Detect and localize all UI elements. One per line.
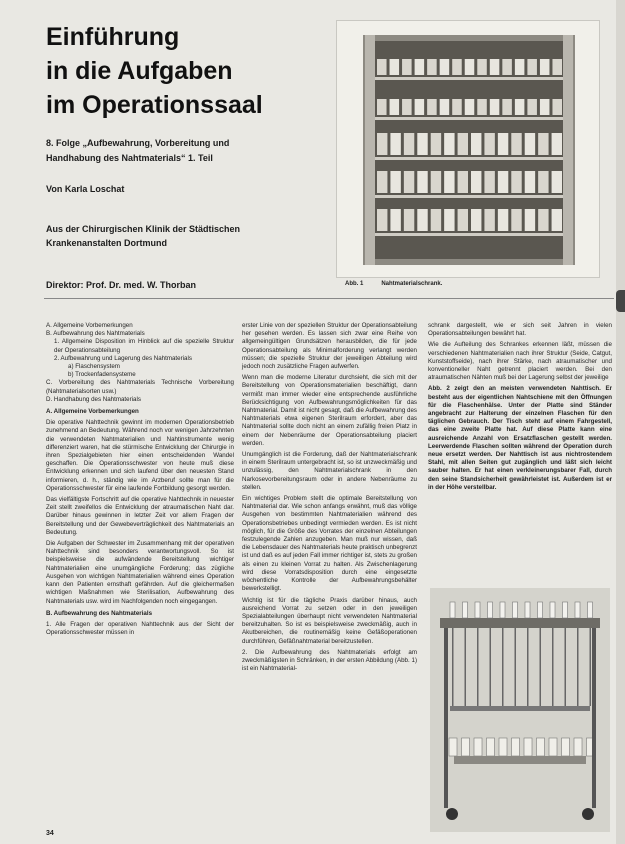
bottle-holder [465,628,467,706]
suture-package [552,133,562,155]
title-line: im Operationssaal [46,91,263,119]
toc-item: B. Aufbewahrung des Nahtmaterials [46,330,145,338]
figure-1-number: Abb. 1 [345,281,364,287]
suture-bottle [475,602,480,618]
cabinet-shelf [375,233,563,236]
suture-package [404,171,414,193]
page-number: 34 [46,830,54,837]
suture-package [527,59,537,75]
suture-package [465,99,475,115]
bottle-holder [577,628,579,706]
suture-package [431,133,441,155]
suture-package [415,99,425,115]
header-divider [44,298,614,299]
title-line: Einführung [46,23,180,51]
section-heading: B. Aufbewahrung des Nahtmaterials [46,609,153,617]
paragraph: Die Aufgaben der Schwester im Zusammenhang mit der operativen Nahttechnik sind besonders verantwortungsvoll. So ist beispielsweise die aufwändende Bereitstellung wichtiger Nahtmaterialien eine unumgängliche Forderung; das zügliche Ausgehen von wichtigen Nahtmaterialien während eines Operation kann den Patienten ernsthaft gefährden. Auf die gleichermaßen wichtigen Maßnahmen wie Sterilisation, Aufbewahrung des Nahtmaterials usw. wird im Nachfolgenden noch eingegangen. [46,540,234,605]
cabinet-shelf [375,117,563,120]
suture-package [390,209,400,231]
suture-package [552,171,562,193]
paragraph: erster Linie von der speziellen Struktur der Operationsabteilung her gesehen werden. Es lassen sich zwar eine Reihe von allgemeingültigen Grundsätzen herausbilden, die für jede Operationsabteilung als Minimalforderung verlangt werden müssen; die spezielle Struktur der jeweiligen Abteilung wird jedoch noch zusätzliche Fragen aufwerfen. [242,322,417,371]
series-subtitle [46,136,326,166]
suture-package [490,99,500,115]
suture-bottle [488,602,493,618]
clinic-line: Krankenanstalten Dortmund [46,238,168,248]
bottle-holder [527,628,529,706]
toc-item: 2. Aufbewahrung und Lagerung des Nahtmaterials [54,354,192,362]
paragraph: Die operative Nahttechnik gewinnt im modernen Operationsbetrieb zunehmend an Bedeutung. Während noch vor wenigen Jahrzehnten die verwendeten Nahtmaterialien und Nahtinstrumente wenig differenziert waren, hat die stürmische Entwicklung der Chirurgie in ihren Spezialgebieten hier einen entscheidenden Wandel geschaffen. Die Operationsschwester von heute muß diese Entwicklung erkennen und sich laufend über den neuesten Stand informieren, d. h., ständig wie im Arzberuf sollte man für die Operationsschwester für eine laufende Fortbildung gesorgt werden. [46,419,234,492]
article-title [46,20,326,122]
cabinet-illustration [337,21,599,277]
paragraph: Unumgänglich ist die Forderung, daß der Nahtmaterialschrank in einem Sterilraum untergebracht ist, so ist unzweckmäßig und unzulässig, den Nahtmaterialschrank in den Narkosevorbereitungsraum oder in andere Nebenräume zu stellen. [242,451,417,491]
bottle-holder [565,628,567,706]
suture-package [427,59,437,75]
suture-package [540,59,550,75]
page-edge [616,0,625,844]
paragraph: Wichtig ist für die tägliche Praxis darüber hinaus, auch ausreichend Vorrat zu setzen oder in den jeweiligen Spezialabteilungen überhaupt nicht verwendeten Nahtmaterial bereitzuhalten. So ist es beispielsweise zweckmäßig, auch in Akutbereichen, die routinemäßig keine Gefäßoperationen durchführen, Gefäßnahtmaterial bereitzustellen. [242,596,417,645]
suture-package [502,59,512,75]
suture-package [471,133,481,155]
suture-package [498,133,508,155]
suture-bottle [538,602,543,618]
cabinet-shelf [375,77,563,80]
column-2 [242,322,417,676]
suture-package [417,171,427,193]
suture-package [552,209,562,231]
clinic-affiliation [46,222,326,250]
suture-package [440,59,450,75]
suture-bottle [500,602,505,618]
column-1 [46,322,234,640]
suture-package [427,99,437,115]
spare-bottle [449,738,457,756]
paragraph: Das vielfältigste Fortschritt auf die operative Nahttechnik in neuester Zeit stellt zweifellos die Entwicklung der atraumatischen Naht dar. Darüber hinaus gewinnen in letzter Zeit vor allem Fragen der Bereitstellung und der Gewebeverträglichkeit des Nahtmaterials an Bedeutung. [46,496,234,536]
suture-bottle [513,602,518,618]
suture-package [444,133,454,155]
suture-package [440,99,450,115]
bottle-holder [477,628,479,706]
spare-bottle [499,738,507,756]
suture-package [515,59,525,75]
figure-1-text: Nahtmaterialschrank. [381,281,443,287]
suture-package [377,171,387,193]
bottle-holder [452,628,454,706]
paragraph: Wenn man die moderne Literatur durchsieht, die sich mit der Bereitstellung von Operationsmaterialien beschäftigt, dann vermißt man immer wieder eine entsprechende ausführliche Berücksichtigung von Aufbewahrungsmöglichkeiten für das Nahtmaterial. Damit ist nicht gesagt, daß die Aufbewahrung des Nahtmaterials etwa eigenen Sterilraum erfordert, aber das Nahtmaterial sollte doch nicht an einem zufällig freien Platz in einem der Nebenräume der Operationsabteilung placiert werden. [242,374,417,447]
bottle-holder [540,628,542,706]
spare-bottle [474,738,482,756]
section-heading: A. Allgemeine Vorbemerkungen [46,408,139,416]
suture-package [452,99,462,115]
suture-package [390,59,400,75]
suture-package [471,171,481,193]
suture-package [484,133,494,155]
toc-item: 1. Allgemeine Disposition im Hinblick auf die spezielle Struktur der Operationsabteilung [54,338,234,354]
bottle-holder [502,628,504,706]
spare-bottle [512,738,520,756]
suture-package [458,171,468,193]
paragraph: Wie die Aufteilung des Schrankes erkennen läßt, müssen die verschiedenen Nahtmaterialien nach ihrer Struktur (Seide, Catgut, Kunststoffseide), nach ihrer Stärke, nach atraumatischer und konventioneller Naht getrennt placiert werden. Bei den atraumatischen Nähten muß bei der Lagerung selbst der jeweilige [428,341,612,382]
suture-package [502,99,512,115]
suture-package [452,59,462,75]
spare-bottle [524,738,532,756]
suture-package [490,59,500,75]
spare-bottle [537,738,545,756]
suture-package [477,99,487,115]
suture-package [525,133,535,155]
suture-package [402,99,412,115]
suture-cabinet-photo [336,20,600,278]
suture-package [511,171,521,193]
toc-item: b) Trockenfadensysteme [68,371,136,379]
suture-package [465,59,475,75]
director-line: Direktor: Prof. Dr. med. W. Thorban [46,280,197,290]
suture-package [538,171,548,193]
paragraph: Ein wichtiges Problem stellt die optimale Bereitstellung von Nahtmaterial dar. Wie schon anfangs erwähnt, muß das völlige Ausgehen von bestimmten Nahtmaterialien während des Operationsbetriebes unbedingt vermieden werden. Es ist nicht möglich, für die Größe des Vorrates der einzelnen Abteilungen festzulegende Zahlen anzugeben. Man muß nur wissen, daß die Lebensdauer des Nahtmaterials heute praktisch unbegrenzt ist und daß es auf jeden Fall immer richtiger ist, stets zu großen als einen zu kleinen Vorrat zu halten. Als Zwischenlagerung wird diese Vorratsdisposition durch eine eingesetzte wöchentliche Kontrolle der Aufbewahrungsbehälter bewerkstelligt. [242,495,417,593]
suture-bottle [588,602,593,618]
toc-item: A. Allgemeine Vorbemerkungen [46,322,133,329]
suture-package [415,59,425,75]
suture-package [525,209,535,231]
suture-bottle [450,602,455,618]
suture-package [390,171,400,193]
suture-bottle [575,602,580,618]
spare-bottle [462,738,470,756]
suture-table-illustration [430,588,610,832]
suture-bottle [550,602,555,618]
thumb-tab [616,290,625,312]
column-3 [428,322,612,495]
suture-package [498,171,508,193]
suture-package [538,209,548,231]
bottle-holder [590,628,592,706]
bottle-holder [552,628,554,706]
suture-package [511,133,521,155]
suture-package [431,171,441,193]
suture-bottle [525,602,530,618]
paragraph: 1. Alle Fragen der operativen Nahttechnik aus der Sicht der Operationsschwester müssen in [46,620,234,637]
cabinet-shelf [375,157,563,160]
suture-package [525,171,535,193]
spare-bottle [574,738,582,756]
suture-package [552,59,562,75]
paragraph: schrank dargestellt, wie er sich seit Jahren in vielen Operationsabteilungen bewährt hat. [428,322,612,338]
toc-item: C. Vorbereitung des Nahtmaterials Technische Vorbereitung (Nahtmaterialsorten usw.) [46,379,234,395]
suture-package [527,99,537,115]
cabinet-shelf [375,195,563,198]
suture-package [390,133,400,155]
suture-table-photo [430,588,610,832]
suture-package [484,209,494,231]
toc-item: a) Flaschensystem [68,363,120,371]
spare-bottle [549,738,557,756]
suture-package [515,99,525,115]
figure-2-caption: Abb. 2 zeigt den an meisten verwendeten Nahttisch. Er besteht aus der eigentlichen Nahtschiene mit den Öffnungen für die Flaschenhälse. Unter der Platte sind Ständer angebracht zur Halterung der einzelnen Flaschen für den täglichen Gebrauch. Der Tisch steht auf einem Fahrgestell, das eine zweite Platte hat. Auf diese Platte kann eine ausreichende Anzahl von Ersatzflaschen gestellt werden. Leerwerdende Flaschen sollten während der Operation durch neue ersetzt werden. Der Nahttisch ist aus nichtrostendem Stahl, mit allen Seiten gut zugänglich und läßt sich leicht sauber halten. Er hat einen verkleinerungsbarer Fall, durch den seine Standsicherheit gewährleistet ist. Außerdem ist er in der Höhe verstellbar. [428,385,612,491]
suture-package [458,209,468,231]
title-line: in die Aufgaben [46,57,233,85]
clinic-line: Aus der Chirurgischen Klinik der Städtischen [46,224,241,234]
series-line: Handhabung des Nahtmaterials“ 1. Teil [46,153,213,163]
suture-package [404,133,414,155]
suture-package [511,209,521,231]
spare-bottle [487,738,495,756]
suture-package [377,59,387,75]
bottle-holder [515,628,517,706]
suture-package [552,99,562,115]
suture-bottle [463,602,468,618]
figure-1-caption [345,281,460,287]
suture-package [458,133,468,155]
suture-package [431,209,441,231]
suture-package [484,171,494,193]
suture-package [377,133,387,155]
series-line: 8. Folge „Aufbewahrung, Vorbereitung und [46,138,230,148]
suture-package [377,99,387,115]
toc-item: D. Handhabung des Nahtmaterials [46,395,141,403]
bottle-holder [490,628,492,706]
suture-package [377,209,387,231]
suture-package [444,209,454,231]
suture-package [417,209,427,231]
author-line: Von Karla Loschat [46,184,125,194]
suture-package [402,59,412,75]
suture-package [404,209,414,231]
suture-package [471,209,481,231]
suture-package [477,59,487,75]
suture-package [538,133,548,155]
paragraph: 2. Die Aufbewahrung des Nahtmaterials erfolgt am zweckmäßigsten in Schränken, in der ersten Abbildung (Abb. 1) ist ein Nahtmaterial- [242,648,417,673]
spare-bottle [562,738,570,756]
suture-package [540,99,550,115]
suture-package [390,99,400,115]
suture-package [498,209,508,231]
suture-package [417,133,427,155]
table-of-contents [46,322,234,404]
suture-bottle [563,602,568,618]
suture-package [444,171,454,193]
